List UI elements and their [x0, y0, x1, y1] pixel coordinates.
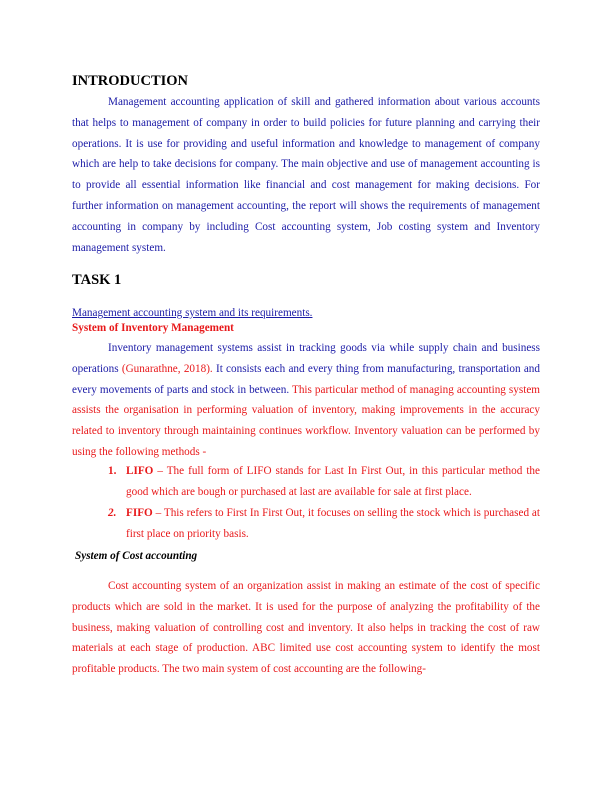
introduction-heading: INTRODUCTION [72, 73, 189, 89]
inventory-para-part1: Inventory management systems assist in tracking goods via while supply chain and business operations [72, 342, 540, 375]
list-item-term: LIFO [126, 465, 154, 477]
inventory-paragraph [72, 338, 540, 463]
inventory-citation: (Gunarathne, 2018). [121, 362, 213, 375]
list-item-text: – The full form of LIFO stands for Last In First Out, in this particular method the good which are bough or purchased at last are available for sale at first place. [126, 465, 540, 498]
list-item-number: 2. [108, 507, 117, 519]
inventory-para-part2: It consists each and every thing from manufacturing, transportation and every movements of parts and stock in between. [72, 362, 540, 396]
inventory-para-part3: This particular method of managing accounting system assists the organisation in performing valuation of inventory, making improvements in the accuracy related to inventory through maintaining continues workflow. Inventory valuation can be performed by using the following methods - [72, 383, 540, 458]
task1-heading: TASK 1 [72, 272, 122, 288]
list-item-term: FIFO [126, 507, 153, 519]
inventory-heading: System of Inventory Management [72, 322, 234, 334]
cost-accounting-paragraph: Cost accounting system of an organization assist in making an estimate of the cost of specific products which are sold in the market. It is used for the purpose of analyzing the profitability of the business, making valuation of controlling cost and inventory. It also helps in tracking the cost of raw materials at each stage of production. ABC limited use cost accounting system to identify the most profitable products. The two main system of cost accounting are the following- [72, 580, 540, 676]
list-item-number: 1. [108, 465, 117, 477]
introduction-paragraph: Management accounting application of skill and gathered information about various accounts that helps to management of company in order to build policies for future planning and carrying their operations. It is use for providing and useful information and knowledge to management of company which are help to take decisions for company. The main objective and use of management accounting is to provide all essential information like financial and cost management for making decisions. For further information on management accounting, the report will shows the requirements of management accounting in company by including Cost accounting system, Job costing system and Inventory management system. [72, 96, 540, 254]
valuation-methods-list [108, 461, 540, 545]
cost-accounting-heading: System of Cost accounting [75, 550, 198, 562]
list-item [108, 461, 540, 503]
list-item [108, 503, 540, 545]
task1-subheading: Management accounting system and its requirements. [72, 307, 313, 319]
list-item-text: – This refers to First In First Out, it focuses on selling the stock which is purchased at first place on priority basis. [126, 507, 540, 540]
